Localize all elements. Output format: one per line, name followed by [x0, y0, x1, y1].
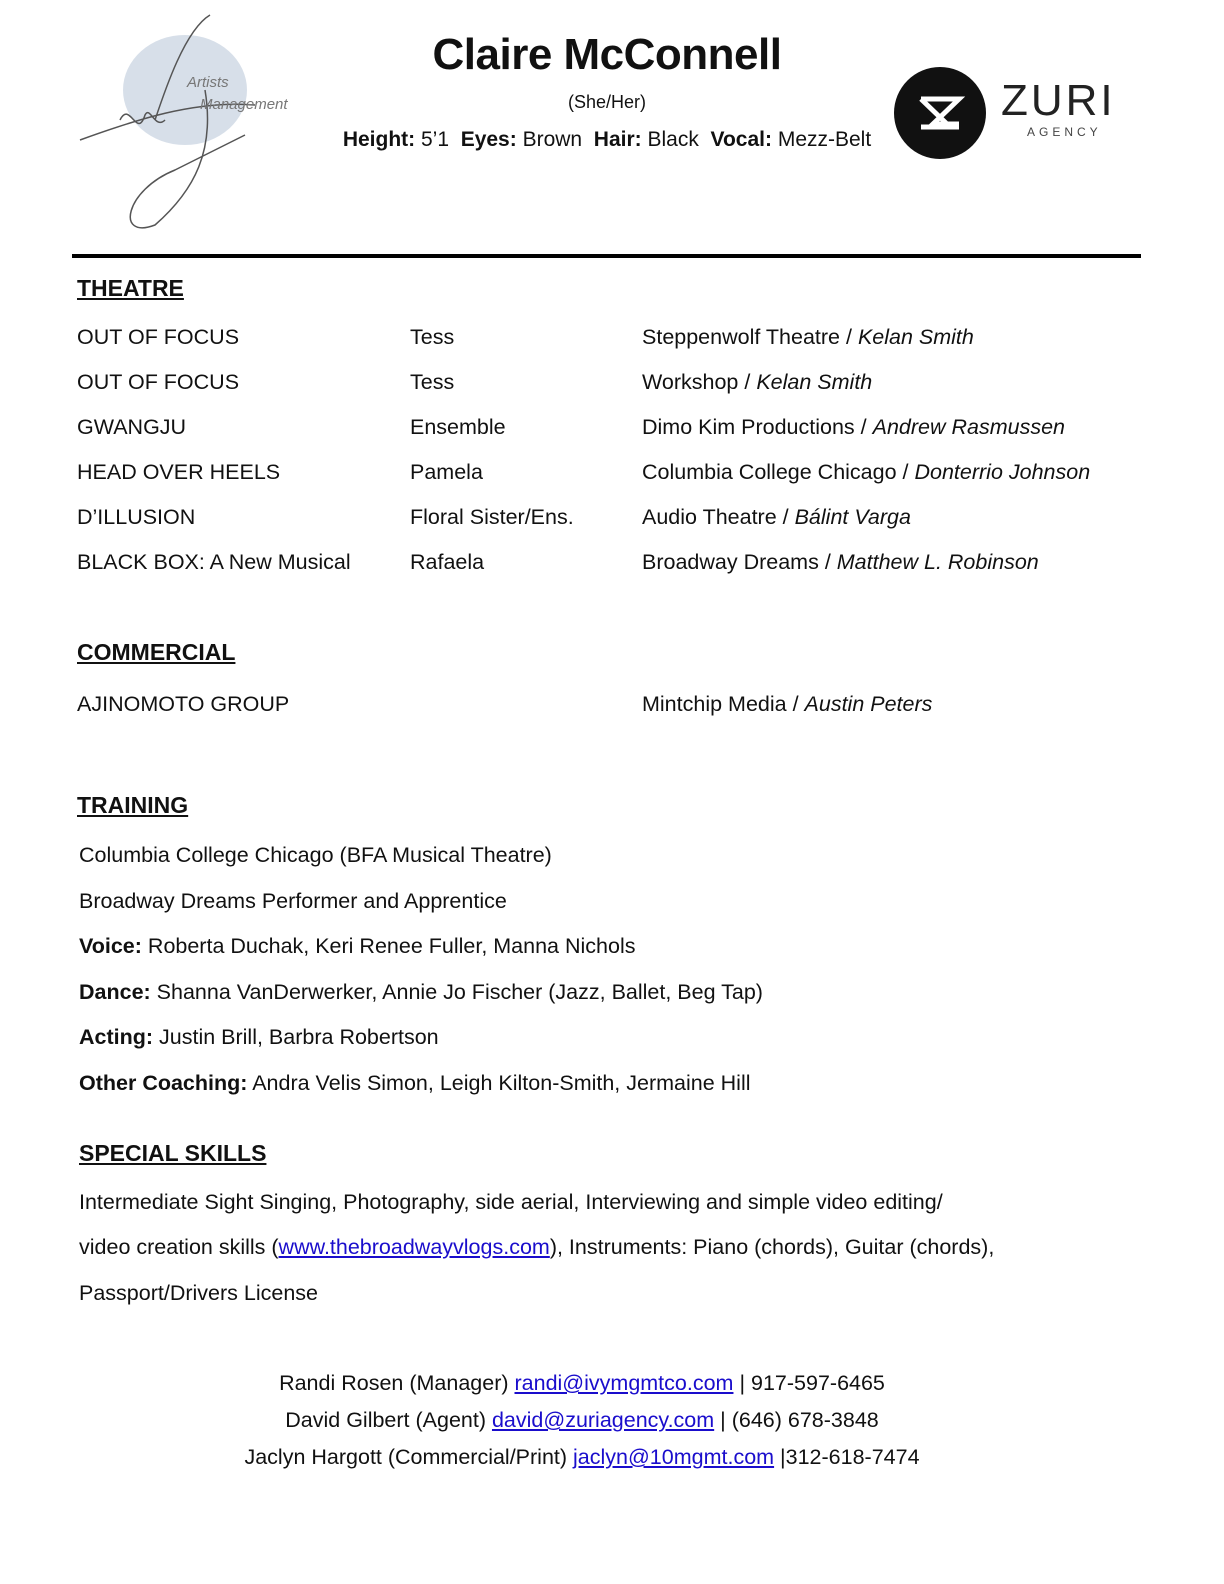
show-title: HEAD OVER HEELS — [77, 460, 281, 484]
venue-director: Steppenwolf Theatre / Kelan Smith — [642, 325, 974, 349]
special-skills-heading: SPECIAL SKILLS — [79, 1140, 267, 1166]
show-title: BLACK BOX: A New Musical — [77, 550, 351, 574]
skills-line: video creation skills (www.thebroadwayvlogs.com), Instruments: Piano (chords), Guitar (chords), — [79, 1235, 995, 1259]
role: Rafaela — [410, 550, 485, 574]
role: Pamela — [410, 460, 483, 484]
training-line: Columbia College Chicago (BFA Musical Theatre) — [79, 843, 552, 867]
training-line: Voice: Roberta Duchak, Keri Renee Fuller, Manna Nichols — [79, 934, 636, 958]
commercial-heading: COMMERCIAL — [77, 639, 236, 665]
email-link[interactable]: randi@ivymgmtco.com — [514, 1371, 734, 1395]
training-line: Acting: Justin Brill, Barbra Robertson — [79, 1025, 439, 1049]
zuri-agency-logo: ZURI AGENCY — [893, 66, 1143, 161]
role: Ensemble — [410, 415, 506, 439]
email-link[interactable]: david@zuriagency.com — [491, 1408, 715, 1432]
role: Floral Sister/Ens. — [410, 505, 574, 529]
training-line: Dance: Shanna VanDerwerker, Annie Jo Fischer (Jazz, Ballet, Beg Tap) — [79, 979, 763, 1004]
header-divider — [72, 254, 1141, 258]
show-title: OUT OF FOCUS — [77, 325, 240, 349]
resume-page: Artists Management Claire McConnell (She/Her) Height: 5’1 Eyes: Brown Hair: Black Vocal: Mezz-Belt ZURI AGENCY THEATRE OUT OF FOCUS Tess Steppenwolf Theatre / Kelan Smith OUT OF FOCUS Tess Workshop / Kelan Smith GWANGJU Ensemble Dimo Kim Productions / Andrew Rasmussen HEAD OVER HEELS Pamela Columbia College Chicago / Donterrio Johnson D’ILLUSION Floral Sister/Ens. Audio Theatre / Bálint Varga BLACK BOX: A New Musical Rafaela Broadway Dreams / Matthew L. Robinson COMMERCIAL AJINOMOTO GROUP Mintchip Media / Austin Peters TRAINING Columbia College Chicago (BFA Musical Theatre) Broadway Dreams Performer and Apprentice Voice: Roberta Duchak, Keri Renee Fuller, Manna Nichols Dance: Shanna VanDerwerker, Annie Jo Fischer (Jazz, Ballet, Beg Tap) Acting: Justin Brill, Barbra Robertson Other Coaching: Andra Velis Simon, Leigh Kilton-Smith, Jermaine Hill SPECIAL SKILLS Intermediate Sight Singing, Photography, side aerial, Interviewing and simple video editing/ video creation skills (www.thebroadwayvlogs.com), Instruments: Piano (chords), Guitar (chords), Passport/Drivers License Randi Rosen (Manager) randi@ivymgmtco.com | 917-597-6465 David Gilbert (Agent) david@zuriagency.com | (646) 678-3848 Jaclyn Hargott (Commercial/Print) jaclyn@10mgmt.com |312-618-7474 — [0, 0, 1224, 1584]
venue-director: Audio Theatre / Bálint Varga — [642, 505, 911, 529]
ivy-artists-management-logo: Artists Management — [75, 10, 305, 235]
show-title: GWANGJU — [77, 415, 187, 439]
role: Tess — [410, 325, 455, 349]
show-title: D’ILLUSION — [77, 505, 196, 529]
website-link[interactable]: www.thebroadwayvlogs.com — [278, 1235, 550, 1259]
contact-line: David Gilbert (Agent) david@zuriagency.com | (646) 678-3848 — [285, 1408, 879, 1432]
venue-director: Columbia College Chicago / Donterrio Johnson — [642, 460, 1091, 484]
venue-director: Broadway Dreams / Matthew L. Robinson — [642, 550, 1039, 574]
contact-line: Jaclyn Hargott (Commercial/Print) jaclyn@10mgmt.com |312-618-7474 — [244, 1445, 920, 1469]
physical-stats: Height: 5’1 Eyes: Brown Hair: Black Vocal: Mezz-Belt — [342, 128, 872, 151]
theatre-heading: THEATRE — [77, 275, 184, 301]
email-link[interactable]: jaclyn@10mgmt.com — [573, 1445, 775, 1469]
training-line: Broadway Dreams Performer and Apprentice — [79, 888, 507, 913]
candidate-name: Claire McConnell — [432, 30, 782, 79]
skills-line: Intermediate Sight Singing, Photography, side aerial, Interviewing and simple video editing/ — [79, 1190, 943, 1214]
show-title: OUT OF FOCUS — [77, 370, 240, 394]
pronouns: (She/Her) — [567, 92, 647, 112]
training-line: Other Coaching: Andra Velis Simon, Leigh Kilton-Smith, Jermaine Hill — [79, 1070, 751, 1095]
zuri-emblem-icon — [893, 66, 988, 161]
venue-director: Workshop / Kelan Smith — [642, 370, 873, 394]
training-heading: TRAINING — [77, 792, 189, 818]
contact-line: Randi Rosen (Manager) randi@ivymgmtco.com | 917-597-6465 — [279, 1371, 885, 1395]
skills-line: Passport/Drivers License — [79, 1281, 318, 1305]
venue-director: Dimo Kim Productions / Andrew Rasmussen — [642, 415, 1065, 439]
role: Tess — [410, 370, 455, 394]
